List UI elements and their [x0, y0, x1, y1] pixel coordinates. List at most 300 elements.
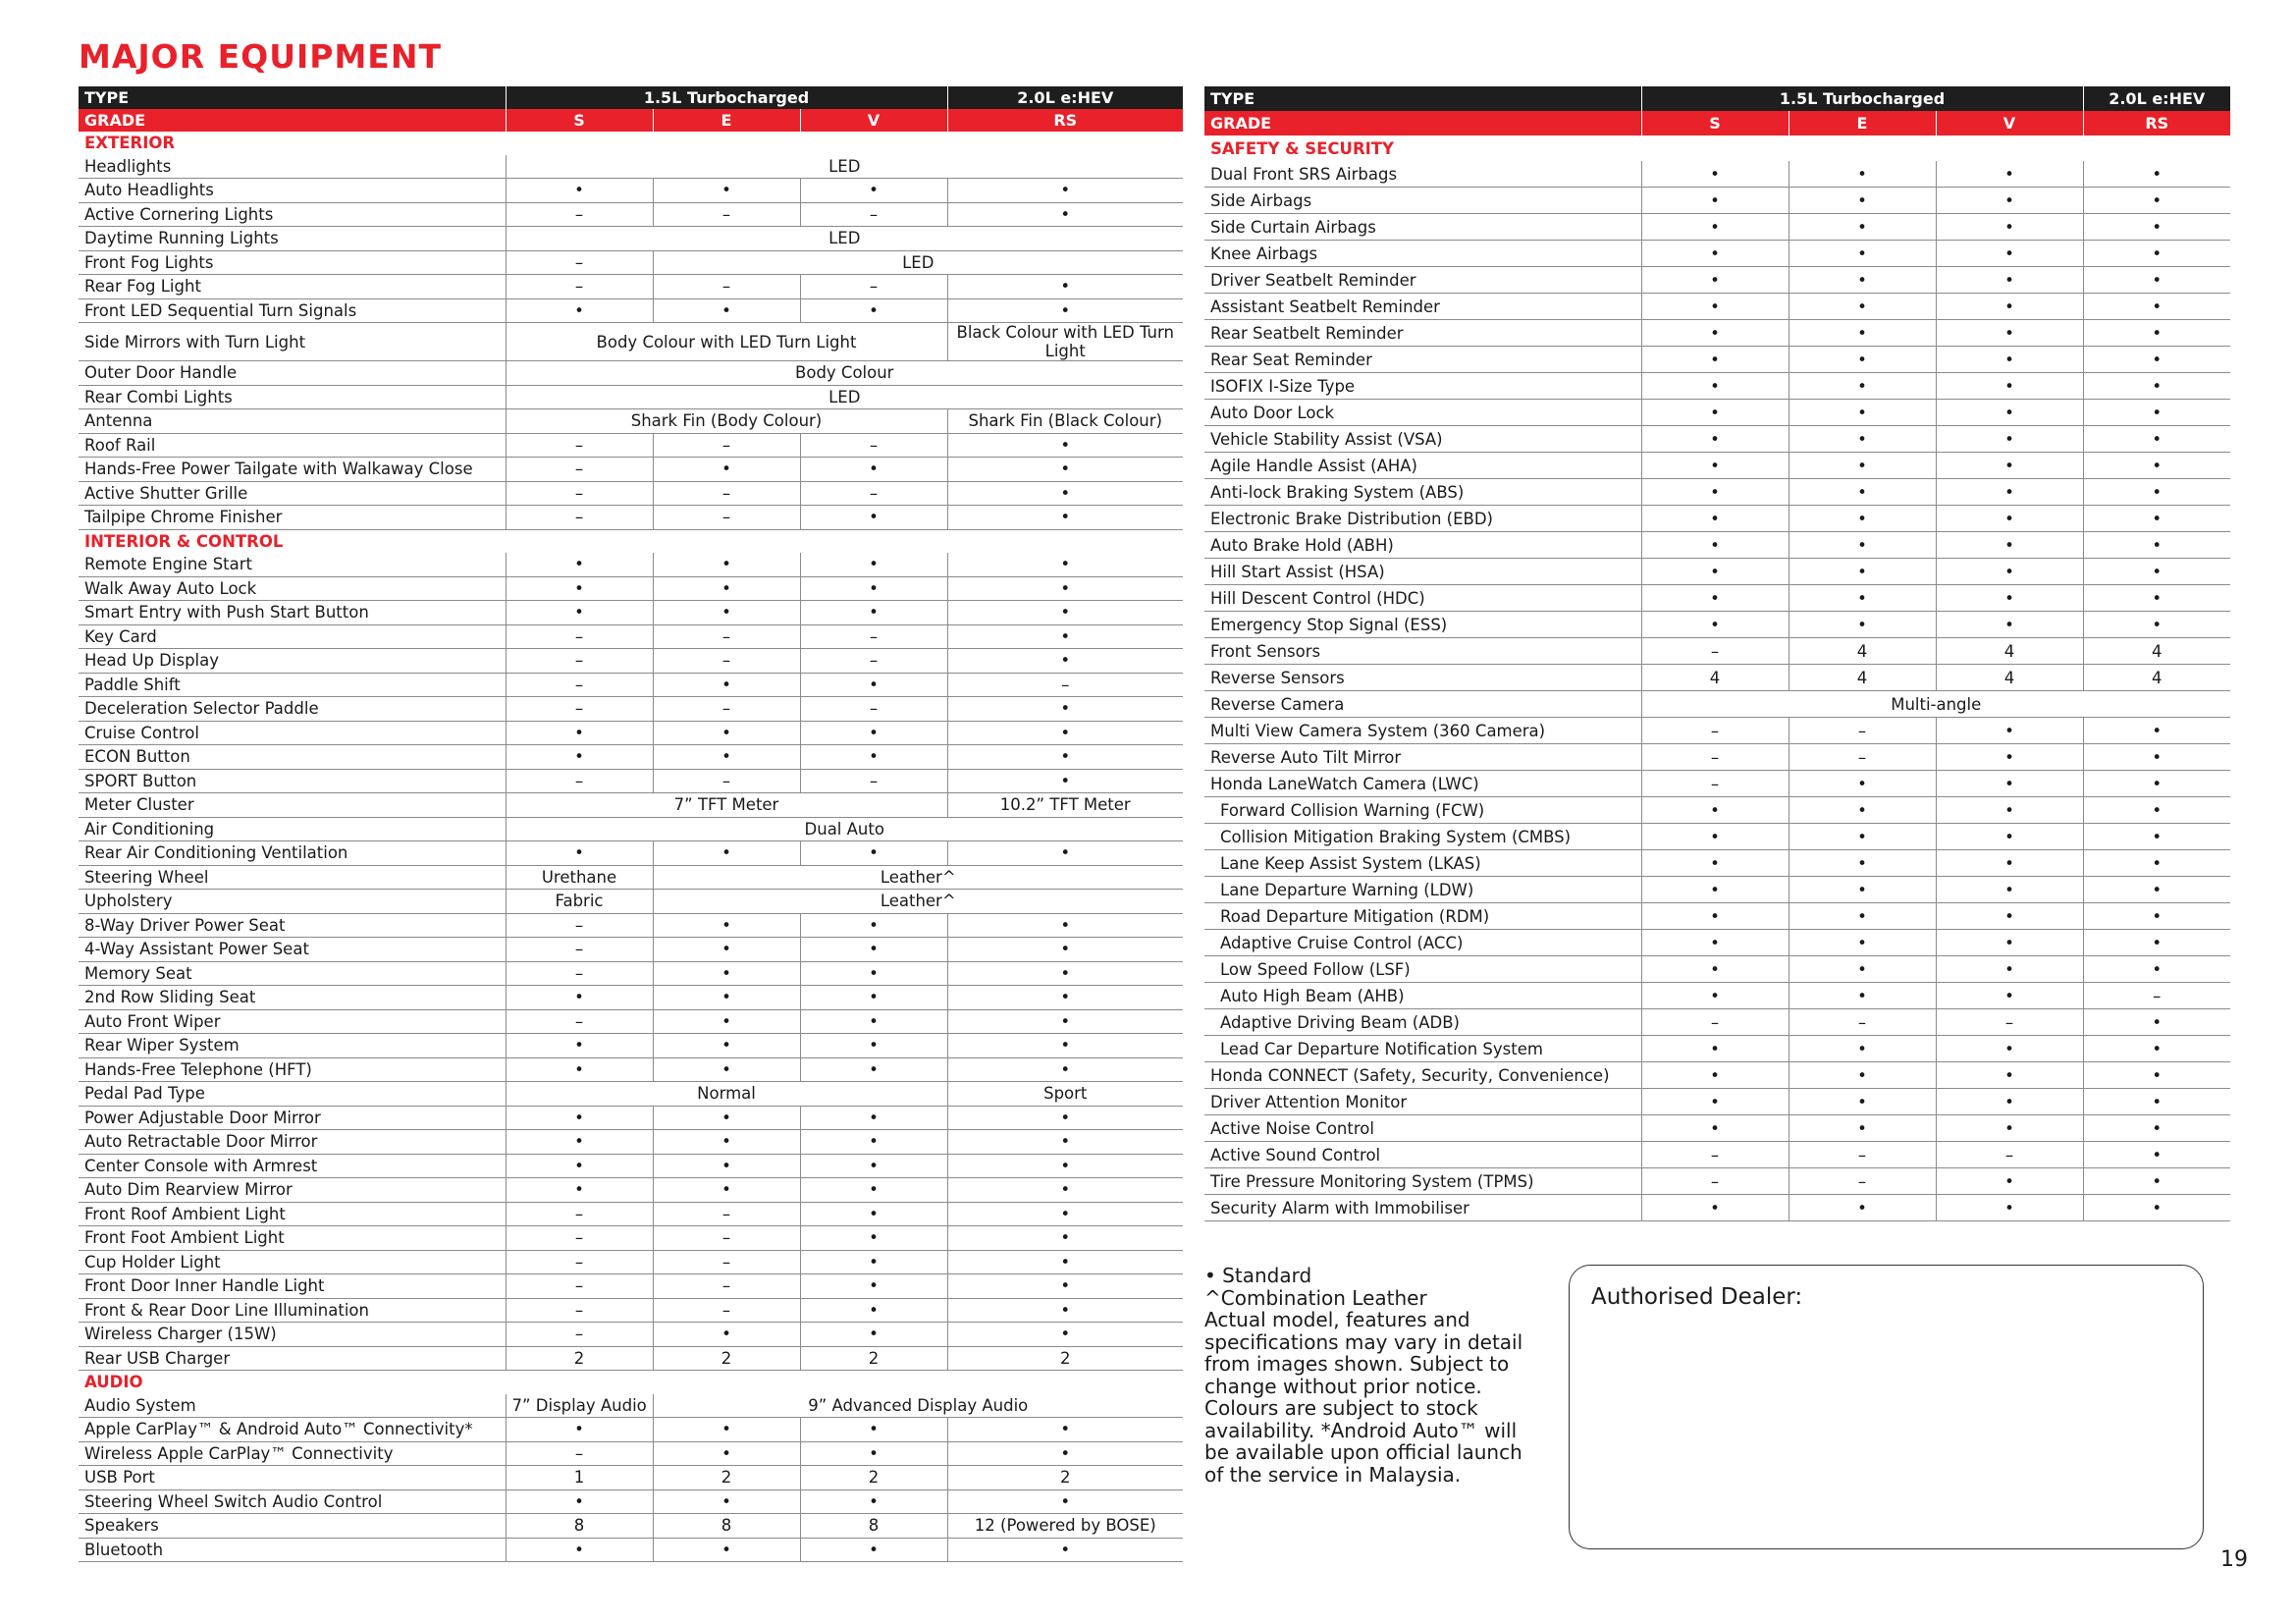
feature-value: • [1789, 903, 1936, 930]
feature-value: • [1936, 479, 2083, 506]
table-row [79, 385, 1183, 409]
feature-value: • [1789, 877, 1936, 903]
feature-name: Driver Seatbelt Reminder [1204, 267, 1641, 294]
table-row [79, 697, 1183, 722]
feature-name: Auto Brake Hold (ABH) [1204, 532, 1641, 559]
table-row [79, 1106, 1183, 1130]
feature-value: • [1789, 1195, 1936, 1221]
feature-name: Walk Away Auto Lock [79, 576, 506, 601]
feature-value: – [506, 506, 653, 530]
feature-value: • [653, 1009, 800, 1034]
table-row [1204, 1195, 2230, 1221]
feature-name: Side Mirrors with Turn Light [79, 323, 506, 361]
feature-value: – [506, 1298, 653, 1323]
feature-value: – [653, 624, 800, 649]
footnotes [1204, 1265, 1538, 1486]
table-row [1204, 718, 2230, 744]
feature-value: • [2083, 1062, 2230, 1089]
feature-value: • [1641, 956, 1789, 983]
feature-value: • [506, 1130, 653, 1155]
feature-value: • [506, 986, 653, 1010]
feature-value: • [506, 1106, 653, 1130]
section-header [79, 1371, 1183, 1394]
table-row [79, 227, 1183, 251]
feature-value: • [1936, 347, 2083, 373]
feature-name: Auto Door Lock [1204, 400, 1641, 426]
feature-value: Body Colour with LED Turn Light [506, 323, 947, 361]
feature-name: Active Noise Control [1204, 1115, 1641, 1142]
feature-value: • [2083, 930, 2230, 956]
table-row [1204, 559, 2230, 585]
feature-value: • [800, 1178, 947, 1203]
table-row [79, 179, 1183, 203]
feature-value: • [947, 576, 1183, 601]
feature-value: • [947, 458, 1183, 482]
table-row [1204, 744, 2230, 771]
feature-value: • [653, 673, 800, 697]
feature-value: • [1936, 241, 2083, 267]
feature-name: Multi View Camera System (360 Camera) [1204, 718, 1641, 744]
feature-value: • [506, 601, 653, 625]
table-row [79, 409, 1183, 434]
feature-value: • [1641, 426, 1789, 453]
feature-value: • [1789, 161, 1936, 188]
feature-name: Outer Door Handle [79, 361, 506, 386]
feature-value: 4 [1789, 638, 1936, 665]
feature-name: Auto Front Wiper [79, 1009, 506, 1034]
feature-value: – [1789, 718, 1936, 744]
feature-value: • [1641, 267, 1789, 294]
feature-value: 4 [1789, 665, 1936, 691]
feature-name: Anti-lock Braking System (ABS) [1204, 479, 1641, 506]
feature-name: Upholstery [79, 890, 506, 914]
feature-name: Front Door Inner Handle Light [79, 1274, 506, 1299]
feature-value: – [506, 769, 653, 793]
feature-name: Emergency Stop Signal (ESS) [1204, 612, 1641, 638]
feature-value: Fabric [506, 890, 653, 914]
feature-name: Bluetooth [79, 1538, 506, 1562]
feature-value: – [800, 697, 947, 722]
table-row [1204, 930, 2230, 956]
table-row [79, 1274, 1183, 1299]
feature-value: • [2083, 585, 2230, 612]
feature-value: • [2083, 1036, 2230, 1062]
feature-name: Auto Retractable Door Mirror [79, 1130, 506, 1155]
feature-name: Reverse Auto Tilt Mirror [1204, 744, 1641, 771]
feature-value: • [800, 1418, 947, 1442]
table-row [79, 323, 1183, 361]
feature-value: 4 [1641, 665, 1789, 691]
table-row [79, 1057, 1183, 1082]
feature-value: • [800, 601, 947, 625]
feature-value: 8 [506, 1514, 653, 1539]
feature-name: Power Adjustable Door Mirror [79, 1106, 506, 1130]
feature-name: Auto Headlights [79, 179, 506, 203]
table-row [79, 298, 1183, 323]
grade-header-row [1204, 111, 2230, 135]
feature-value: Shark Fin (Black Colour) [947, 409, 1183, 434]
feature-value: – [506, 1009, 653, 1034]
feature-value: 7” Display Audio [506, 1394, 653, 1418]
table-row [79, 361, 1183, 386]
table-row [79, 649, 1183, 674]
table-row [1204, 1142, 2230, 1168]
feature-value: • [2083, 824, 2230, 850]
feature-value: – [653, 202, 800, 227]
type-header-row [1204, 86, 2230, 111]
feature-value: • [1789, 400, 1936, 426]
feature-name: Adaptive Cruise Control (ACC) [1204, 930, 1641, 956]
feature-name: Active Cornering Lights [79, 202, 506, 227]
feature-value: • [947, 1178, 1183, 1203]
feature-value: – [1641, 771, 1789, 797]
feature-value: • [1789, 320, 1936, 347]
feature-value: • [1936, 983, 2083, 1009]
type-turbo: 1.5L Turbocharged [506, 86, 947, 109]
feature-value: • [1641, 1089, 1789, 1115]
table-row [79, 1346, 1183, 1371]
feature-value: • [1789, 214, 1936, 241]
feature-value: LED [506, 155, 1183, 179]
feature-value: • [947, 769, 1183, 793]
feature-name: Front Foot Ambient Light [79, 1226, 506, 1251]
feature-value: • [2083, 877, 2230, 903]
feature-value: • [1936, 1062, 2083, 1089]
type-label: TYPE [79, 86, 506, 109]
table-row [79, 553, 1183, 576]
feature-value: • [1641, 294, 1789, 320]
feature-value: • [506, 1489, 653, 1514]
feature-value: • [2083, 294, 2230, 320]
feature-value: • [653, 1441, 800, 1466]
table-row [1204, 214, 2230, 241]
feature-value: • [947, 986, 1183, 1010]
feature-value: 2 [506, 1346, 653, 1371]
feature-value: • [947, 298, 1183, 323]
feature-value: • [1641, 824, 1789, 850]
grade-s: S [506, 109, 653, 132]
feature-value: 8 [800, 1514, 947, 1539]
feature-value: • [800, 458, 947, 482]
feature-value: • [947, 745, 1183, 770]
feature-value: • [947, 1009, 1183, 1034]
feature-value: • [1789, 426, 1936, 453]
feature-value: • [2083, 744, 2230, 771]
feature-value: • [1789, 983, 1936, 1009]
feature-value: • [1641, 241, 1789, 267]
feature-value: • [947, 481, 1183, 506]
feature-value: • [947, 179, 1183, 203]
feature-value: • [2083, 161, 2230, 188]
feature-value: • [947, 1441, 1183, 1466]
table-row [1204, 1115, 2230, 1142]
feature-value: • [653, 721, 800, 745]
feature-value: • [947, 1034, 1183, 1058]
feature-value: • [506, 1538, 653, 1562]
feature-name: Vehicle Stability Assist (VSA) [1204, 426, 1641, 453]
table-row [79, 913, 1183, 938]
feature-value: – [800, 433, 947, 458]
feature-name: Meter Cluster [79, 793, 506, 818]
feature-value: • [1936, 585, 2083, 612]
feature-value: • [1936, 1089, 2083, 1115]
feature-value: – [1789, 744, 1936, 771]
table-row [1204, 161, 2230, 188]
feature-value: • [800, 1250, 947, 1274]
feature-name: Steering Wheel Switch Audio Control [79, 1489, 506, 1514]
type-ehev: 2.0L e:HEV [947, 86, 1183, 109]
feature-name: Adaptive Driving Beam (ADB) [1204, 1009, 1641, 1036]
feature-name: Cruise Control [79, 721, 506, 745]
feature-value: • [653, 841, 800, 866]
feature-value: – [506, 1323, 653, 1347]
feature-name: Electronic Brake Distribution (EBD) [1204, 506, 1641, 532]
feature-value: • [800, 1034, 947, 1058]
feature-value: – [800, 624, 947, 649]
grade-label: GRADE [1204, 111, 1641, 135]
feature-value: • [1789, 506, 1936, 532]
feature-value: • [1936, 214, 2083, 241]
feature-value: • [2083, 850, 2230, 877]
feature-value: 2 [947, 1346, 1183, 1371]
feature-value: • [1641, 373, 1789, 400]
feature-value: • [1936, 267, 2083, 294]
feature-value: • [2083, 718, 2230, 744]
feature-name: Rear Air Conditioning Ventilation [79, 841, 506, 866]
feature-value: • [2083, 453, 2230, 479]
feature-value: • [1789, 453, 1936, 479]
feature-value: – [1789, 1009, 1936, 1036]
feature-value: Body Colour [506, 361, 1183, 386]
feature-name: Front Roof Ambient Light [79, 1202, 506, 1226]
feature-value: • [506, 1034, 653, 1058]
disclaimer: Actual model, features and specifications may vary in detail from images shown. Subject to change without prior notice. Colours are subject to stock availability. *Android Auto™ will be available upon official launch of the service in Malaysia. [1204, 1308, 1523, 1487]
feature-value: • [1641, 453, 1789, 479]
table-row [1204, 347, 2230, 373]
feature-name: Smart Entry with Push Start Button [79, 601, 506, 625]
table-row [79, 1154, 1183, 1178]
feature-value: 4 [1936, 638, 2083, 665]
section-header [79, 132, 1183, 155]
feature-value: • [947, 506, 1183, 530]
feature-value: • [947, 1489, 1183, 1514]
table-row [1204, 824, 2230, 850]
feature-value: • [653, 1106, 800, 1130]
table-row [79, 938, 1183, 962]
feature-name: 8-Way Driver Power Seat [79, 913, 506, 938]
table-row [79, 721, 1183, 745]
feature-value: 4 [2083, 665, 2230, 691]
table-row [1204, 426, 2230, 453]
feature-value: – [506, 1441, 653, 1466]
feature-value: • [1936, 771, 2083, 797]
feature-value: • [1641, 1062, 1789, 1089]
feature-value: • [1789, 373, 1936, 400]
feature-name: Rear Fog Light [79, 275, 506, 299]
feature-value: • [800, 745, 947, 770]
type-ehev: 2.0L e:HEV [2083, 86, 2230, 111]
feature-name: Hands-Free Power Tailgate with Walkaway Close [79, 458, 506, 482]
feature-value: – [800, 481, 947, 506]
table-row [79, 250, 1183, 275]
feature-value: • [1789, 956, 1936, 983]
feature-value: • [506, 745, 653, 770]
feature-value: Leather^ [653, 890, 1183, 914]
feature-value: • [947, 1057, 1183, 1082]
feature-value: – [653, 481, 800, 506]
table-row [1204, 850, 2230, 877]
feature-value: • [1936, 850, 2083, 877]
type-label: TYPE [1204, 86, 1641, 111]
feature-name: Driver Attention Monitor [1204, 1089, 1641, 1115]
feature-value: • [1936, 161, 2083, 188]
table-row [1204, 1009, 2230, 1036]
feature-value: • [1641, 400, 1789, 426]
feature-value: • [1936, 1168, 2083, 1195]
feature-value: – [653, 697, 800, 722]
feature-value: • [653, 913, 800, 938]
feature-value: • [947, 1130, 1183, 1155]
grade-rs: RS [947, 109, 1183, 132]
feature-value: • [506, 1178, 653, 1203]
feature-value: • [947, 275, 1183, 299]
feature-value: • [2083, 532, 2230, 559]
feature-value: • [1936, 532, 2083, 559]
table-row [1204, 400, 2230, 426]
feature-value: • [1789, 559, 1936, 585]
feature-name: Tailpipe Chrome Finisher [79, 506, 506, 530]
feature-value: • [1936, 877, 2083, 903]
feature-value: • [1936, 956, 2083, 983]
feature-value: • [947, 624, 1183, 649]
table-row [1204, 1089, 2230, 1115]
feature-value: • [947, 938, 1183, 962]
feature-value: • [1789, 797, 1936, 824]
table-row [79, 1394, 1183, 1418]
feature-value: Sport [947, 1082, 1183, 1107]
feature-value: • [947, 1274, 1183, 1299]
section-title: SAFETY & SECURITY [1210, 138, 1394, 158]
feature-value: • [800, 986, 947, 1010]
table-row [79, 1489, 1183, 1514]
feature-value: • [1641, 585, 1789, 612]
feature-value: • [1936, 1036, 2083, 1062]
table-row [79, 275, 1183, 299]
feature-value: • [1641, 850, 1789, 877]
table-row [1204, 373, 2230, 400]
feature-name: Auto Dim Rearview Mirror [79, 1178, 506, 1203]
feature-value: – [653, 649, 800, 674]
feature-name: Speakers [79, 1514, 506, 1539]
feature-value: • [1936, 188, 2083, 214]
feature-value: • [800, 913, 947, 938]
feature-value: • [800, 673, 947, 697]
feature-value: Normal [506, 1082, 947, 1107]
feature-name: Key Card [79, 624, 506, 649]
feature-name: Remote Engine Start [79, 553, 506, 576]
feature-name: Low Speed Follow (LSF) [1204, 956, 1641, 983]
type-header-row [79, 86, 1183, 109]
feature-value: – [800, 202, 947, 227]
feature-value: • [1641, 797, 1789, 824]
feature-value: • [506, 1418, 653, 1442]
table-row [79, 673, 1183, 697]
grade-v: V [800, 109, 947, 132]
section-title: AUDIO [84, 1373, 143, 1392]
feature-value: • [2083, 903, 2230, 930]
table-row [79, 1202, 1183, 1226]
feature-value: • [2083, 1009, 2230, 1036]
feature-name: Lane Keep Assist System (LKAS) [1204, 850, 1641, 877]
feature-value: • [2083, 241, 2230, 267]
feature-value: • [653, 601, 800, 625]
feature-value: LED [506, 227, 1183, 251]
feature-name: Center Console with Armrest [79, 1154, 506, 1178]
feature-name: Steering Wheel [79, 865, 506, 890]
grade-e: E [653, 109, 800, 132]
feature-value: • [800, 1009, 947, 1034]
table-row [79, 1034, 1183, 1058]
feature-name: Honda LaneWatch Camera (LWC) [1204, 771, 1641, 797]
page-title: MAJOR EQUIPMENT [79, 37, 442, 76]
feature-name: Road Departure Mitigation (RDM) [1204, 903, 1641, 930]
feature-name: Rear Wiper System [79, 1034, 506, 1058]
feature-value: 4 [1936, 665, 2083, 691]
feature-value: • [2083, 479, 2230, 506]
feature-value: • [653, 1489, 800, 1514]
feature-value: • [800, 1441, 947, 1466]
feature-value: • [1641, 983, 1789, 1009]
feature-value: • [1641, 506, 1789, 532]
dealer-box [1569, 1265, 2204, 1549]
table-row [79, 961, 1183, 986]
feature-value: • [653, 1057, 800, 1082]
feature-value: • [2083, 347, 2230, 373]
feature-value: – [1641, 718, 1789, 744]
feature-value: – [2083, 983, 2230, 1009]
feature-name: Auto High Beam (AHB) [1204, 983, 1641, 1009]
feature-value: • [947, 553, 1183, 576]
feature-value: • [1789, 585, 1936, 612]
grade-header-row [79, 109, 1183, 132]
feature-value: – [947, 673, 1183, 697]
feature-value: • [2083, 426, 2230, 453]
feature-value: – [506, 1226, 653, 1251]
feature-value: • [653, 1538, 800, 1562]
feature-value: • [800, 553, 947, 576]
feature-value: • [800, 576, 947, 601]
feature-name: Lane Departure Warning (LDW) [1204, 877, 1641, 903]
table-row [79, 1250, 1183, 1274]
feature-value: • [2083, 1142, 2230, 1168]
feature-value: • [1936, 903, 2083, 930]
table-row [79, 745, 1183, 770]
feature-value: • [800, 1538, 947, 1562]
feature-value: • [800, 1154, 947, 1178]
feature-value: • [1936, 506, 2083, 532]
equipment-table-right [1204, 86, 2230, 1221]
feature-name: Side Airbags [1204, 188, 1641, 214]
table-row [1204, 771, 2230, 797]
legend-combination-leather: ^Combination Leather [1204, 1285, 1427, 1310]
table-row [79, 1178, 1183, 1203]
table-row [1204, 638, 2230, 665]
feature-name: Wireless Apple CarPlay™ Connectivity [79, 1441, 506, 1466]
grade-rs: RS [2083, 111, 2230, 135]
feature-value: • [2083, 956, 2230, 983]
feature-name: Agile Handle Assist (AHA) [1204, 453, 1641, 479]
feature-value: • [1936, 453, 2083, 479]
